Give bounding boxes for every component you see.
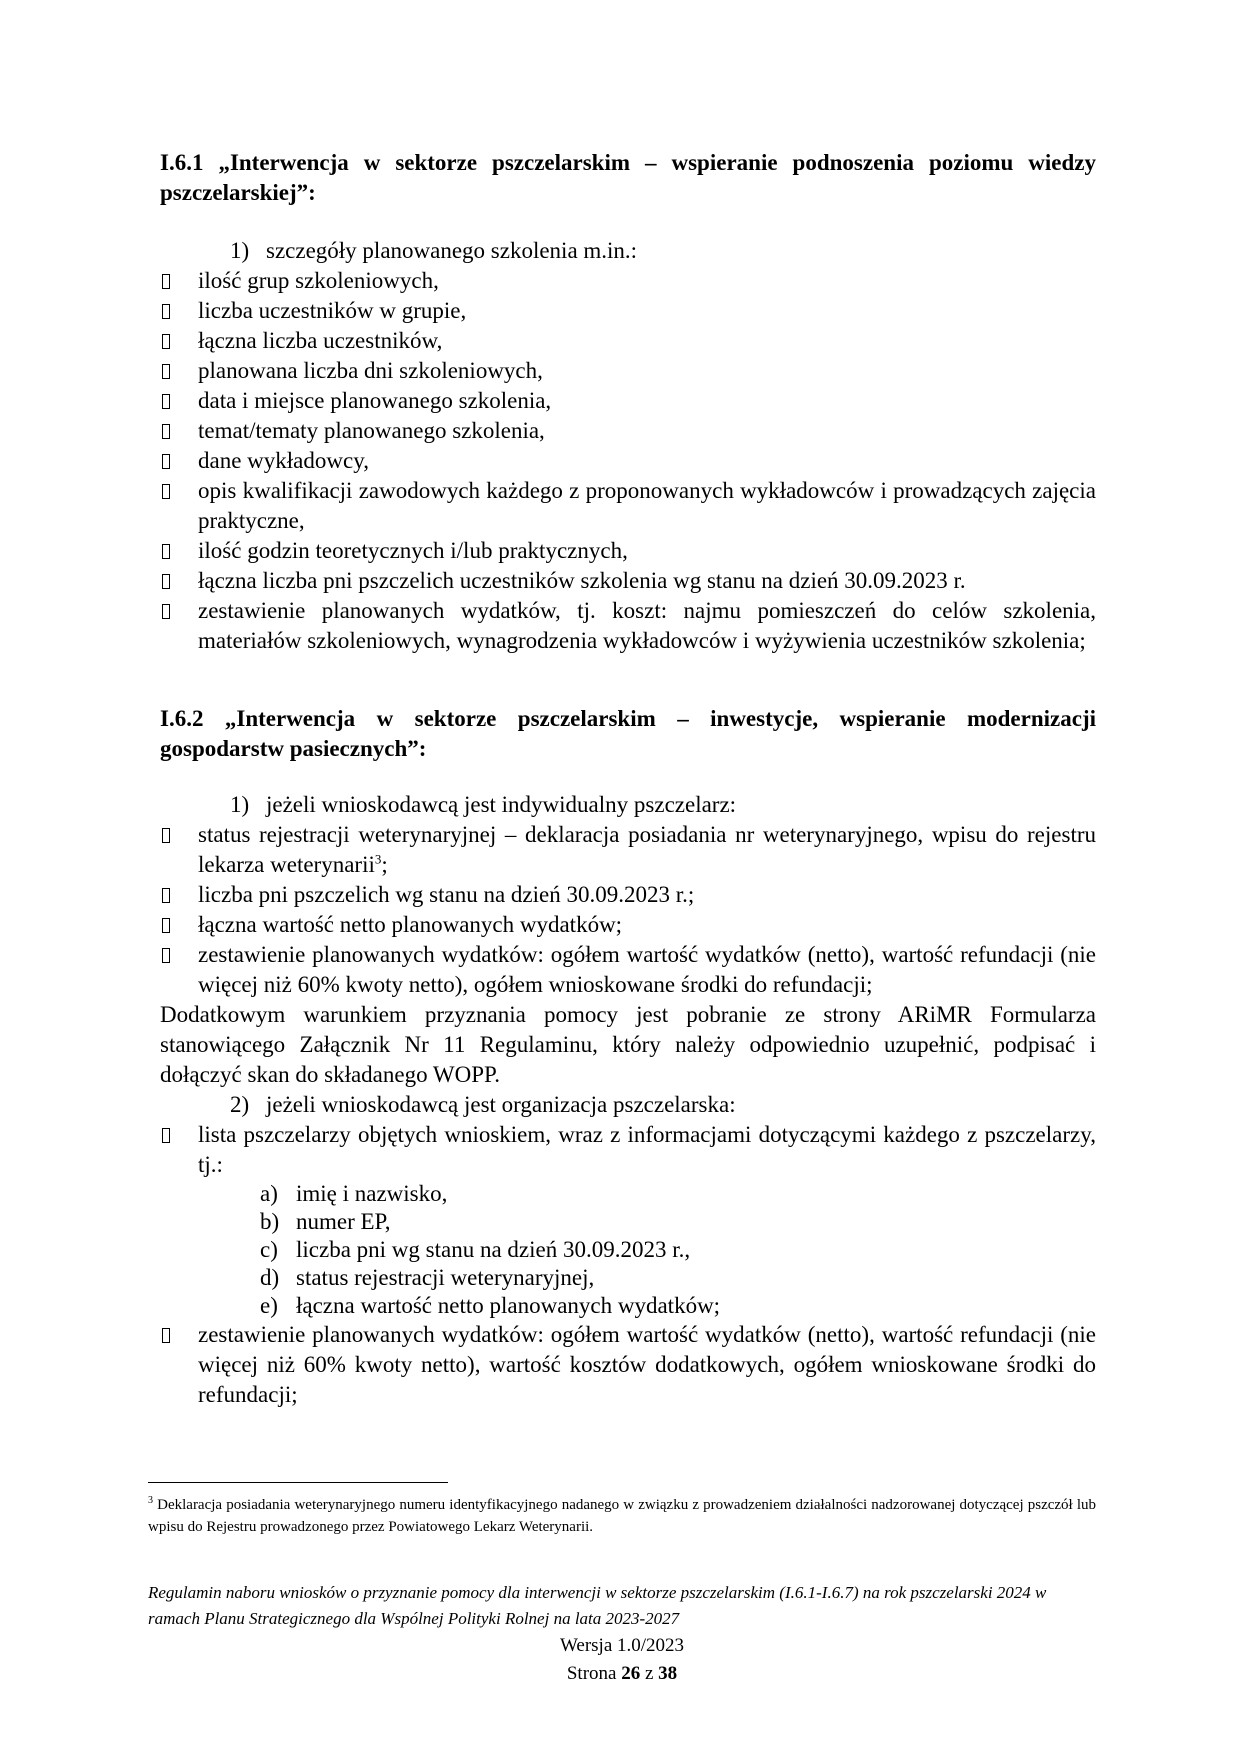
numbered-item xyxy=(160,1090,1096,1120)
bullet-box-icon xyxy=(162,304,170,319)
bullet-list-4 xyxy=(160,1320,1096,1410)
bullet-box-icon xyxy=(162,454,170,469)
list-item: łączna liczba pni pszczelich uczestników szkolenia wg stanu na dzień 30.09.2023 r. xyxy=(160,566,1096,596)
item-text: szczegóły planowanego szkolenia m.in.: xyxy=(266,238,638,263)
bullet-box-icon xyxy=(162,424,170,439)
document-page xyxy=(160,148,1096,1410)
page-footer xyxy=(148,1580,1096,1688)
item-number: 2) xyxy=(230,1092,250,1117)
footnote-text: Deklaracja posiadania weterynaryjnego numeru identyfikacyjnego nadanego w związku z prowadzeniem działalności nadzorowanej dotyczącej pszczół lub wpisu do Rejestru prowadzonego przez Powiatowego Lekarz Weterynarii. xyxy=(148,1497,1097,1535)
bullet-box-icon xyxy=(162,574,170,589)
bullet-box-icon xyxy=(162,1128,170,1143)
list-item: lista pszczelarzy objętych wnioskiem, wraz z informacjami dotyczącymi każdego z pszczelarzy, tj.: xyxy=(160,1120,1096,1180)
item-number: 1) xyxy=(230,238,250,263)
footer-title: Regulamin naboru wniosków o przyznanie pomocy dla interwencji w sektorze pszczelarskim (I.6.1-I.6.7) na rok pszczelarski 2024 w ramach Planu Strategicznego dla Wspólnej Polityki Rolnej na lata 2023-2027 xyxy=(148,1583,1047,1628)
item-text: jeżeli wnioskodawcą jest organizacja pszczelarska: xyxy=(266,1092,736,1117)
list-item: c) liczba pni wg stanu na dzień 30.09.2023 r., xyxy=(260,1237,691,1262)
list-item: łączna liczba uczestników, xyxy=(160,326,1096,356)
bullet-box-icon xyxy=(162,828,170,843)
list-item: ilość godzin teoretycznych i/lub praktycznych, xyxy=(160,536,1096,566)
bullet-box-icon xyxy=(162,948,170,963)
numbered-item xyxy=(160,236,1096,266)
bullet-box-icon xyxy=(162,394,170,409)
list-item: zestawienie planowanych wydatków, tj. koszt: najmu pomieszczeń do celów szkolenia, materiałów szkoleniowych, wynagrodzenia wykładowców i wyżywienia uczestników szkolenia; xyxy=(160,596,1096,656)
bullet-box-icon xyxy=(162,888,170,903)
list-item: a) imię i nazwisko, xyxy=(260,1181,448,1206)
bullet-list-2 xyxy=(160,820,1096,1000)
footnote-mark: 3 xyxy=(148,1495,153,1506)
list-item: zestawienie planowanych wydatków: ogółem wartość wydatków (netto), wartość refundacji (nie więcej niż 60% kwoty netto), wartość kosztów dodatkowych, ogółem wnioskowane środki do refundacji; xyxy=(160,1320,1096,1410)
numbered-item xyxy=(160,790,1096,820)
footer-version: Wersja 1.0/2023 xyxy=(559,1635,685,1656)
list-item: ilość grup szkoleniowych, xyxy=(160,266,1096,296)
list-item: planowana liczba dni szkoleniowych, xyxy=(160,356,1096,386)
bullet-list-1 xyxy=(160,266,1096,656)
footnote xyxy=(148,1494,1096,1538)
paragraph: Dodatkowym warunkiem przyznania pomocy jest pobranie ze strony ARiMR Formularza stanowiącego Załącznik Nr 11 Regulaminu, który należy odpowiednio uzupełnić, podpisać i dołączyć skan do składanego WOPP. xyxy=(160,1002,1096,1087)
list-item: liczba pni pszczelich wg stanu na dzień 30.09.2023 r.; xyxy=(160,880,1096,910)
list-item: d) status rejestracji weterynaryjnej, xyxy=(260,1265,595,1290)
bullet-box-icon xyxy=(162,484,170,499)
list-item: liczba uczestników w grupie, xyxy=(160,296,1096,326)
footnote-reference: 3 xyxy=(374,851,382,867)
bullet-box-icon xyxy=(162,274,170,289)
list-item: łączna wartość netto planowanych wydatków; xyxy=(160,910,1096,940)
lettered-list xyxy=(160,1180,1096,1320)
item-text: jeżeli wnioskodawcą jest indywidualny pszczelarz: xyxy=(266,792,737,817)
item-number: 1) xyxy=(230,792,250,817)
bullet-box-icon xyxy=(162,334,170,349)
list-item: zestawienie planowanych wydatków: ogółem wartość wydatków (netto), wartość refundacji (nie więcej niż 60% kwoty netto), ogółem wnioskowane środki do refundacji; xyxy=(160,940,1096,1000)
list-item: status rejestracji weterynaryjnej – deklaracja posiadania nr weterynaryjnego, wpisu do rejestru lekarza weterynarii$^3$; xyxy=(160,820,1096,880)
list-item: opis kwalifikacji zawodowych każdego z proponowanych wykładowców i prowadzących zajęcia praktyczne, xyxy=(160,476,1096,536)
bullet-box-icon xyxy=(162,544,170,559)
section-heading-1: I.6.1 „Interwencja w sektorze pszczelarskim – wspieranie podnoszenia poziomu wiedzy pszczelarskiej”: xyxy=(160,150,1096,205)
bullet-box-icon xyxy=(162,918,170,933)
bullet-box-icon xyxy=(162,604,170,619)
section-heading-2: I.6.2 „Interwencja w sektorze pszczelarskim – inwestycje, wspieranie modernizacji gospodarstw pasiecznych”: xyxy=(160,706,1096,761)
list-item: dane wykładowcy, xyxy=(160,446,1096,476)
bullet-box-icon xyxy=(162,364,170,379)
list-item: data i miejsce planowanego szkolenia, xyxy=(160,386,1096,416)
footnote-separator xyxy=(148,1482,448,1483)
page-number: Strona 26 z 38 xyxy=(566,1663,678,1684)
list-item: temat/tematy planowanego szkolenia, xyxy=(160,416,1096,446)
list-item: e) łączna wartość netto planowanych wydatków; xyxy=(260,1293,721,1318)
list-item: b) numer EP, xyxy=(260,1209,391,1234)
bullet-box-icon xyxy=(162,1328,170,1343)
bullet-list-3 xyxy=(160,1120,1096,1180)
